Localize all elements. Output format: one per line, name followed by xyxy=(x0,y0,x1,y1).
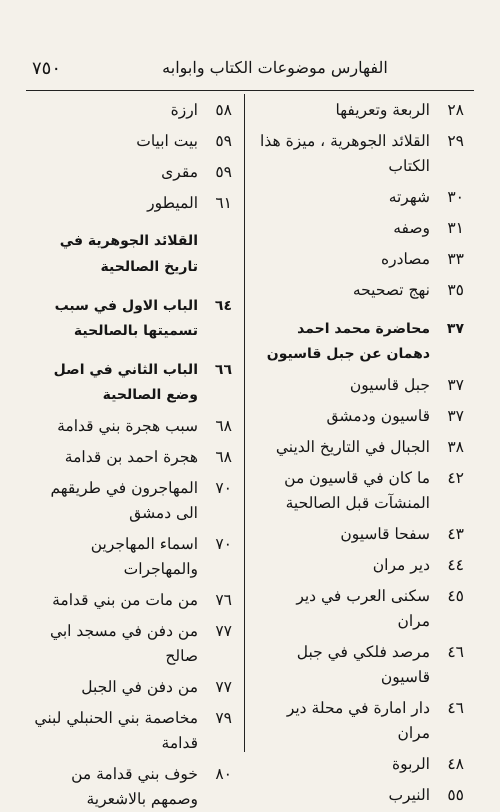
index-entry xyxy=(28,675,232,700)
entry-page-number: ٤٤ xyxy=(447,556,464,574)
index-entry xyxy=(260,129,464,179)
index-entry xyxy=(260,752,464,777)
entry-page-number: ٨٠ xyxy=(215,765,232,783)
index-entry xyxy=(28,445,232,470)
entry-page-number: ٤٣ xyxy=(447,525,464,543)
header-rule xyxy=(26,90,474,91)
entry-title: ارزة xyxy=(170,101,198,119)
entry-title: مخاصمة بني الحنبلي لبني قدامة xyxy=(34,709,198,752)
entry-page-number: ٤٢ xyxy=(447,469,464,487)
index-entry xyxy=(260,185,464,210)
entry-page-number: ٦١ xyxy=(215,194,232,212)
index-entry xyxy=(28,619,232,669)
index-entry xyxy=(28,160,232,185)
entry-title: جبل قاسيون xyxy=(349,376,430,394)
entry-title: نهج تصحيحه xyxy=(352,281,430,299)
entry-title: مصادره xyxy=(381,250,430,268)
entry-title: الجبال في التاريخ الديني xyxy=(275,438,430,456)
entry-title: هجرة احمد بن قدامة xyxy=(64,448,198,466)
entry-page-number: ٧٧ xyxy=(215,622,232,640)
entry-page-number: ٥٩ xyxy=(215,163,232,181)
entry-title: الباب الثاني في اصل وضع الصالحية xyxy=(53,362,198,403)
index-entry xyxy=(260,522,464,547)
entry-title: المهاجرون في طريقهم الى دمشق xyxy=(50,479,198,522)
index-entry xyxy=(28,294,232,344)
entry-title: من دفن في مسجد ابي صالح xyxy=(49,622,198,665)
entry-title: الربوة xyxy=(391,755,430,773)
index-entry xyxy=(28,588,232,613)
entry-page-number: ٧٠ xyxy=(215,535,232,553)
index-entry xyxy=(28,358,232,408)
entry-title: الباب الاول في سبب تسميتها بالصالحية xyxy=(54,298,198,339)
entry-title: من مات من بني قدامة xyxy=(52,591,198,609)
entry-title: محاضرة محمد احمد دهمان عن جبل قاسيون xyxy=(266,321,430,362)
entry-page-number: ٣٠ xyxy=(447,188,464,206)
index-entry xyxy=(28,191,232,216)
entry-title: مقرى xyxy=(161,163,198,181)
entry-title: دير مران xyxy=(372,556,430,574)
index-entry xyxy=(28,762,232,812)
entry-page-number: ٥٥ xyxy=(447,786,464,804)
entry-title: الربعة وتعريفها xyxy=(335,101,430,119)
entry-page-number: ٣٣ xyxy=(447,250,464,268)
column-divider xyxy=(244,94,245,752)
index-entry xyxy=(28,414,232,439)
entry-title: دار امارة في محلة دير مران xyxy=(286,699,430,742)
index-entry xyxy=(260,435,464,460)
running-title: الفهارس موضوعات الكتاب وابوابه xyxy=(162,58,388,77)
entry-page-number: ٦٨ xyxy=(215,417,232,435)
index-entry xyxy=(28,476,232,526)
entry-page-number: ٣١ xyxy=(447,219,464,237)
page-header xyxy=(26,58,474,84)
entry-page-number: ٥٩ xyxy=(215,132,232,150)
entry-title: مرصد فلكي في جبل قاسيون xyxy=(296,643,430,686)
entry-title: خوف بني قدامة من وصمهم بالاشعرية xyxy=(71,765,198,808)
index-entry xyxy=(28,98,232,123)
right-index-column xyxy=(260,98,464,808)
index-entry xyxy=(28,129,232,154)
entry-page-number: ٥٨ xyxy=(215,101,232,119)
entry-title: النيرب xyxy=(388,786,430,804)
index-entry xyxy=(260,216,464,241)
entry-page-number: ٤٦ xyxy=(447,643,464,661)
index-entry xyxy=(260,696,464,746)
entry-page-number: ٧٩ xyxy=(215,709,232,727)
index-entry xyxy=(260,98,464,123)
entry-title: ما كان في قاسيون من المنشآت قبل الصالحية xyxy=(284,469,430,512)
entry-title: بيت ابيات xyxy=(136,132,198,150)
index-entry xyxy=(260,466,464,516)
section-title: القلائد الجوهرية في تاريخ الصالحية xyxy=(59,233,198,275)
entry-page-number: ٦٤ xyxy=(214,298,232,314)
index-entry xyxy=(260,404,464,429)
entry-page-number: ٤٥ xyxy=(447,587,464,605)
index-entry xyxy=(28,706,232,756)
entry-page-number: ٣٨ xyxy=(447,438,464,456)
entry-title: سبب هجرة بني قدامة xyxy=(57,417,198,435)
index-entry xyxy=(260,278,464,303)
index-entry xyxy=(260,640,464,690)
entry-page-number: ٣٥ xyxy=(447,281,464,299)
entry-title: القلائد الجوهرية ، ميزة هذا الكتاب xyxy=(260,132,430,175)
entry-title: سفحا قاسيون xyxy=(340,525,430,543)
entry-title: الميطور xyxy=(147,194,198,212)
index-entry xyxy=(260,553,464,578)
left-entries-top xyxy=(28,98,232,216)
entry-page-number: ٢٨ xyxy=(447,101,464,119)
entry-page-number: ٧٦ xyxy=(215,591,232,609)
entry-title: شهرته xyxy=(388,188,430,206)
index-entry xyxy=(260,373,464,398)
entry-title: سكنى العرب في دير مران xyxy=(296,587,430,630)
page-number: ٧٥٠ xyxy=(32,58,62,79)
entry-page-number: ٧٠ xyxy=(215,479,232,497)
entry-page-number: ٢٩ xyxy=(447,132,464,150)
entry-page-number: ٣٧ xyxy=(446,321,464,337)
index-entry xyxy=(260,584,464,634)
index-entry xyxy=(260,783,464,808)
entry-title: اسماء المهاجرين والمهاجرات xyxy=(90,535,198,578)
entry-title: وصفه xyxy=(393,219,430,237)
entry-page-number: ٣٧ xyxy=(447,376,464,394)
entry-page-number: ٤٨ xyxy=(447,755,464,773)
entry-page-number: ٦٨ xyxy=(215,448,232,466)
index-entry xyxy=(28,532,232,582)
entry-page-number: ٦٦ xyxy=(214,362,232,378)
index-entry xyxy=(260,317,464,367)
entry-page-number: ٧٧ xyxy=(215,678,232,696)
entry-title: من دفن في الجبل xyxy=(81,678,198,696)
entry-page-number: ٣٧ xyxy=(447,407,464,425)
entry-page-number: ٤٦ xyxy=(447,699,464,717)
entry-title: قاسيون ودمشق xyxy=(326,407,430,425)
left-entries-bottom xyxy=(28,294,232,812)
index-entry xyxy=(260,247,464,272)
left-index-column xyxy=(28,98,232,812)
